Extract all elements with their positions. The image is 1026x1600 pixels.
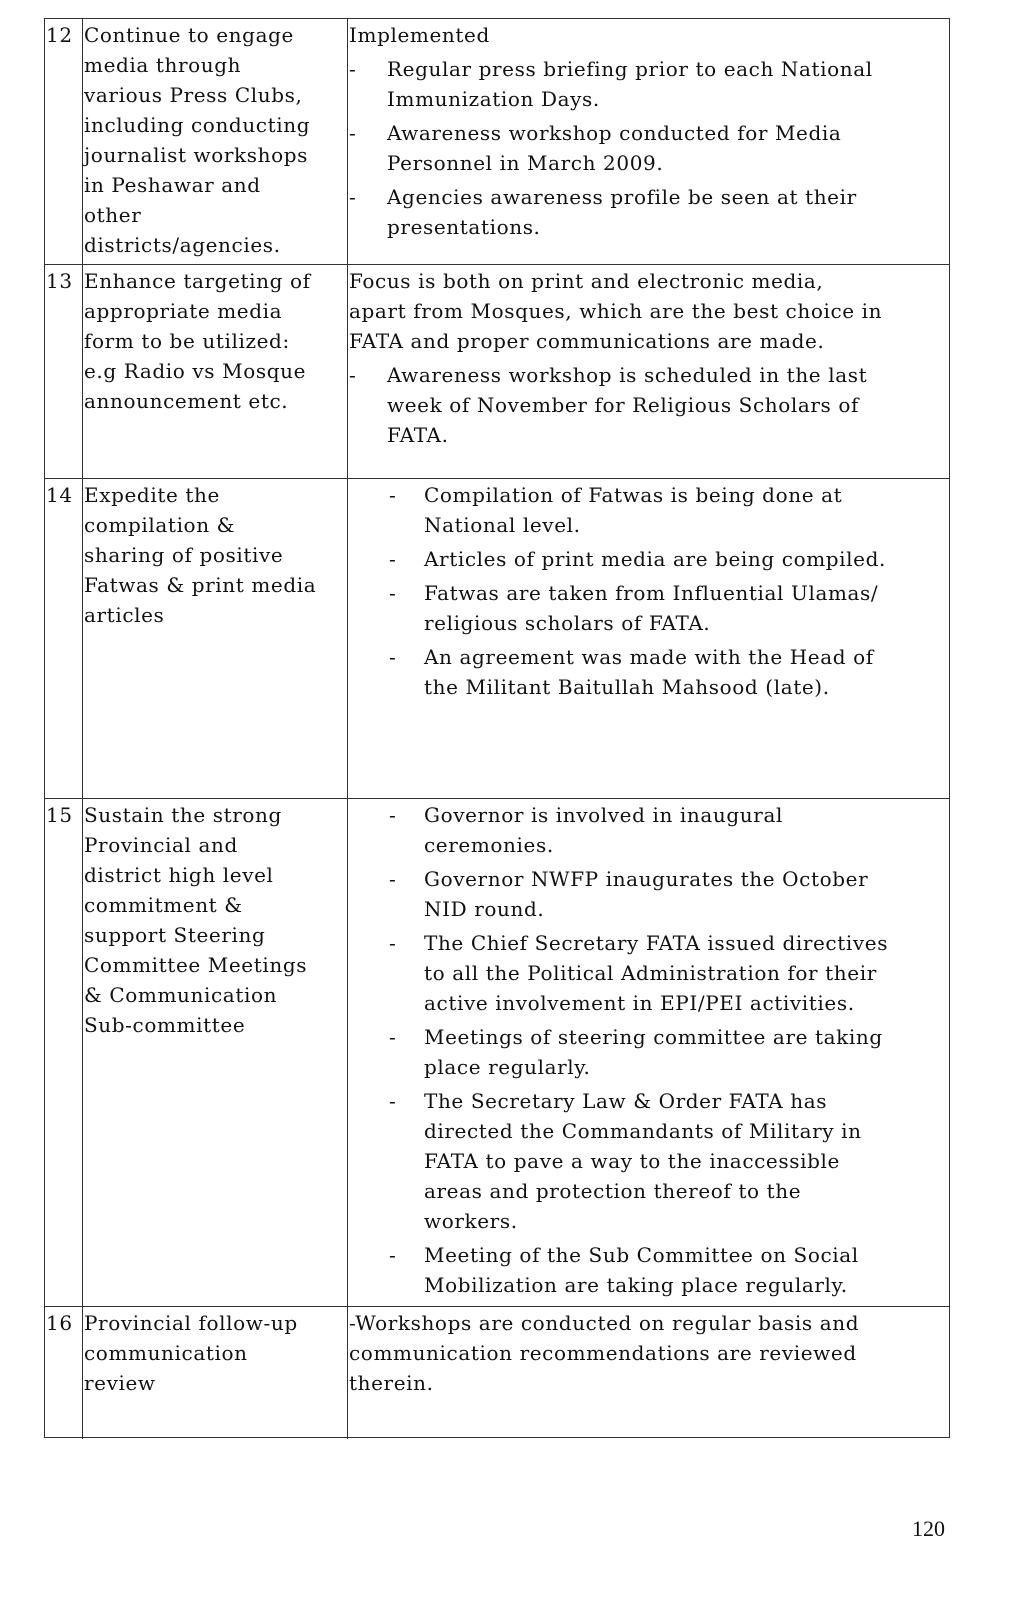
bullet-dash: - xyxy=(389,1089,397,1113)
action-line: other xyxy=(84,203,142,227)
action-line: in Peshawar and xyxy=(84,173,261,197)
item-text xyxy=(349,800,949,860)
status-line: Focus is both on print and electronic media, xyxy=(349,269,824,293)
item-text xyxy=(349,480,949,540)
status-line: religious scholars of FATA. xyxy=(424,611,711,635)
status-line: areas and protection thereof to the xyxy=(424,1179,802,1203)
bullet-item xyxy=(349,800,949,860)
action-line: media through xyxy=(84,53,242,77)
status-line: Meetings of steering committee are taking xyxy=(424,1025,883,1049)
status-line: the Militant Baitullah Mahsood (late). xyxy=(424,675,830,699)
table-row xyxy=(45,1306,949,1439)
row-number-cell xyxy=(45,1307,83,1439)
item-text xyxy=(349,20,949,50)
bullet-dash: - xyxy=(389,867,397,891)
table-row xyxy=(45,19,949,264)
item-text xyxy=(349,1240,949,1300)
item-text xyxy=(349,578,949,638)
action-line: districts/agencies. xyxy=(84,233,281,257)
status-paragraph xyxy=(349,1308,949,1398)
status-line: Meeting of the Sub Committee on Social xyxy=(424,1243,859,1267)
status-line: to all the Political Administration for their xyxy=(424,961,877,985)
recommendations-table xyxy=(44,18,950,1438)
status-line: directed the Commandants of Military in xyxy=(424,1119,862,1143)
action-line: journalist workshops xyxy=(84,143,309,167)
item-text xyxy=(349,118,949,178)
status-cell xyxy=(348,1307,949,1439)
status-line: Governor NWFP inaugurates the October xyxy=(424,867,869,891)
status-line: Implemented xyxy=(349,23,490,47)
status-line: Immunization Days. xyxy=(387,87,600,111)
action-line: sharing of positive xyxy=(84,543,284,567)
status-line: Awareness workshop conducted for Media xyxy=(387,121,842,145)
action-cell xyxy=(83,1307,348,1439)
status-paragraph xyxy=(349,266,949,356)
status-line: FATA and proper communications are made. xyxy=(349,329,825,353)
row-number-cell xyxy=(45,799,83,1306)
status-line: workers. xyxy=(424,1209,518,1233)
bullet-item xyxy=(349,480,949,540)
item-text xyxy=(349,54,949,114)
row-number: 12 xyxy=(46,23,73,47)
item-text xyxy=(349,1308,949,1398)
status-cell xyxy=(348,799,949,1306)
status-line: Governor is involved in inaugural xyxy=(424,803,783,827)
bullet-item xyxy=(349,1022,949,1082)
item-text xyxy=(349,1086,949,1236)
bullet-item xyxy=(349,578,949,638)
action-line: articles xyxy=(84,603,165,627)
action-cell xyxy=(83,19,348,264)
status-line: An agreement was made with the Head of xyxy=(424,645,874,669)
action-line: compilation & xyxy=(84,513,236,537)
row-number: 14 xyxy=(46,483,73,507)
item-text xyxy=(349,182,949,242)
action-line: including conducting xyxy=(84,113,311,137)
bullet-item xyxy=(349,864,949,924)
bullet-dash: - xyxy=(349,57,357,81)
action-line: Expedite the xyxy=(84,483,220,507)
action-line: Fatwas & print media xyxy=(84,573,317,597)
status-line: National level. xyxy=(424,513,581,537)
status-line: The Chief Secretary FATA issued directives xyxy=(424,931,889,955)
bullet-dash: - xyxy=(389,547,397,571)
item-text xyxy=(349,360,949,450)
status-line: Mobilization are taking place regularly. xyxy=(424,1273,848,1297)
row-number-cell xyxy=(45,19,83,264)
bullet-dash: - xyxy=(389,1025,397,1049)
status-line: Compilation of Fatwas is being done at xyxy=(424,483,843,507)
bullet-item xyxy=(349,928,949,1018)
action-line: district high level xyxy=(84,863,274,887)
action-line: appropriate media xyxy=(84,299,283,323)
bullet-dash: - xyxy=(389,483,397,507)
item-text xyxy=(349,642,949,702)
item-text xyxy=(349,1022,949,1082)
action-line: Provincial and xyxy=(84,833,238,857)
action-line: Sustain the strong xyxy=(84,803,282,827)
bullet-item xyxy=(349,360,949,450)
bullet-dash: - xyxy=(389,931,397,955)
row-number-cell xyxy=(45,265,83,478)
item-text xyxy=(349,266,949,356)
status-line: therein. xyxy=(349,1371,434,1395)
action-line: Committee Meetings xyxy=(84,953,308,977)
action-line: commitment & xyxy=(84,893,243,917)
action-cell xyxy=(83,479,348,798)
action-line: review xyxy=(84,1371,156,1395)
action-line: support Steering xyxy=(84,923,266,947)
action-line: Continue to engage xyxy=(84,23,294,47)
page-number: 120 xyxy=(912,1516,945,1541)
status-line: presentations. xyxy=(387,215,541,239)
status-line: FATA. xyxy=(387,423,449,447)
bullet-dash: - xyxy=(349,363,357,387)
bullet-dash: - xyxy=(389,581,397,605)
status-paragraph xyxy=(349,20,949,50)
bullet-item xyxy=(349,1240,949,1300)
action-line: communication xyxy=(84,1341,248,1365)
action-line: & Communication xyxy=(84,983,278,1007)
bullet-dash: - xyxy=(349,185,357,209)
status-line: ceremonies. xyxy=(424,833,554,857)
status-cell xyxy=(348,265,949,478)
bullet-dash: - xyxy=(389,803,397,827)
status-line: Agencies awareness profile be seen at their xyxy=(387,185,857,209)
bullet-item xyxy=(349,118,949,178)
action-line: Enhance targeting of xyxy=(84,269,311,293)
action-cell xyxy=(83,265,348,478)
bullet-dash: - xyxy=(349,121,357,145)
row-number-cell xyxy=(45,479,83,798)
action-cell xyxy=(83,799,348,1306)
status-line: FATA to pave a way to the inaccessible xyxy=(424,1149,840,1173)
status-cell xyxy=(348,479,949,798)
status-line: -Workshops are conducted on regular basis and xyxy=(349,1311,860,1335)
bullet-item xyxy=(349,544,949,574)
action-line: announcement etc. xyxy=(84,389,289,413)
status-line: apart from Mosques, which are the best choice in xyxy=(349,299,883,323)
table-row xyxy=(45,798,949,1306)
item-text xyxy=(349,544,949,574)
action-line: form to be utilized: xyxy=(84,329,290,353)
status-line: Awareness workshop is scheduled in the last xyxy=(387,363,868,387)
status-line: NID round. xyxy=(424,897,545,921)
action-line: e.g Radio vs Mosque xyxy=(84,359,307,383)
bullet-item xyxy=(349,642,949,702)
status-cell xyxy=(348,19,949,264)
bullet-dash: - xyxy=(389,1243,397,1267)
status-line: Regular press briefing prior to each National xyxy=(387,57,873,81)
action-line: Provincial follow-up xyxy=(84,1311,298,1335)
bullet-item xyxy=(349,182,949,242)
item-text xyxy=(349,864,949,924)
status-line: week of November for Religious Scholars of xyxy=(387,393,860,417)
action-line: various Press Clubs, xyxy=(84,83,303,107)
status-line: The Secretary Law & Order FATA has xyxy=(424,1089,828,1113)
status-line: Articles of print media are being compiled. xyxy=(424,547,886,571)
row-number: 13 xyxy=(46,269,73,293)
table-row xyxy=(45,264,949,478)
status-line: active involvement in EPI/PEI activities. xyxy=(424,991,855,1015)
bullet-item xyxy=(349,54,949,114)
item-text xyxy=(349,928,949,1018)
bullet-dash: - xyxy=(389,645,397,669)
status-line: communication recommendations are reviewed xyxy=(349,1341,857,1365)
row-number: 15 xyxy=(46,803,73,827)
status-line: place regularly. xyxy=(424,1055,591,1079)
action-line: Sub-committee xyxy=(84,1013,246,1037)
status-line: Fatwas are taken from Influential Ulamas/ xyxy=(424,581,879,605)
bullet-item xyxy=(349,1086,949,1236)
row-number: 16 xyxy=(46,1311,73,1335)
status-line: Personnel in March 2009. xyxy=(387,151,664,175)
table-row xyxy=(45,478,949,798)
